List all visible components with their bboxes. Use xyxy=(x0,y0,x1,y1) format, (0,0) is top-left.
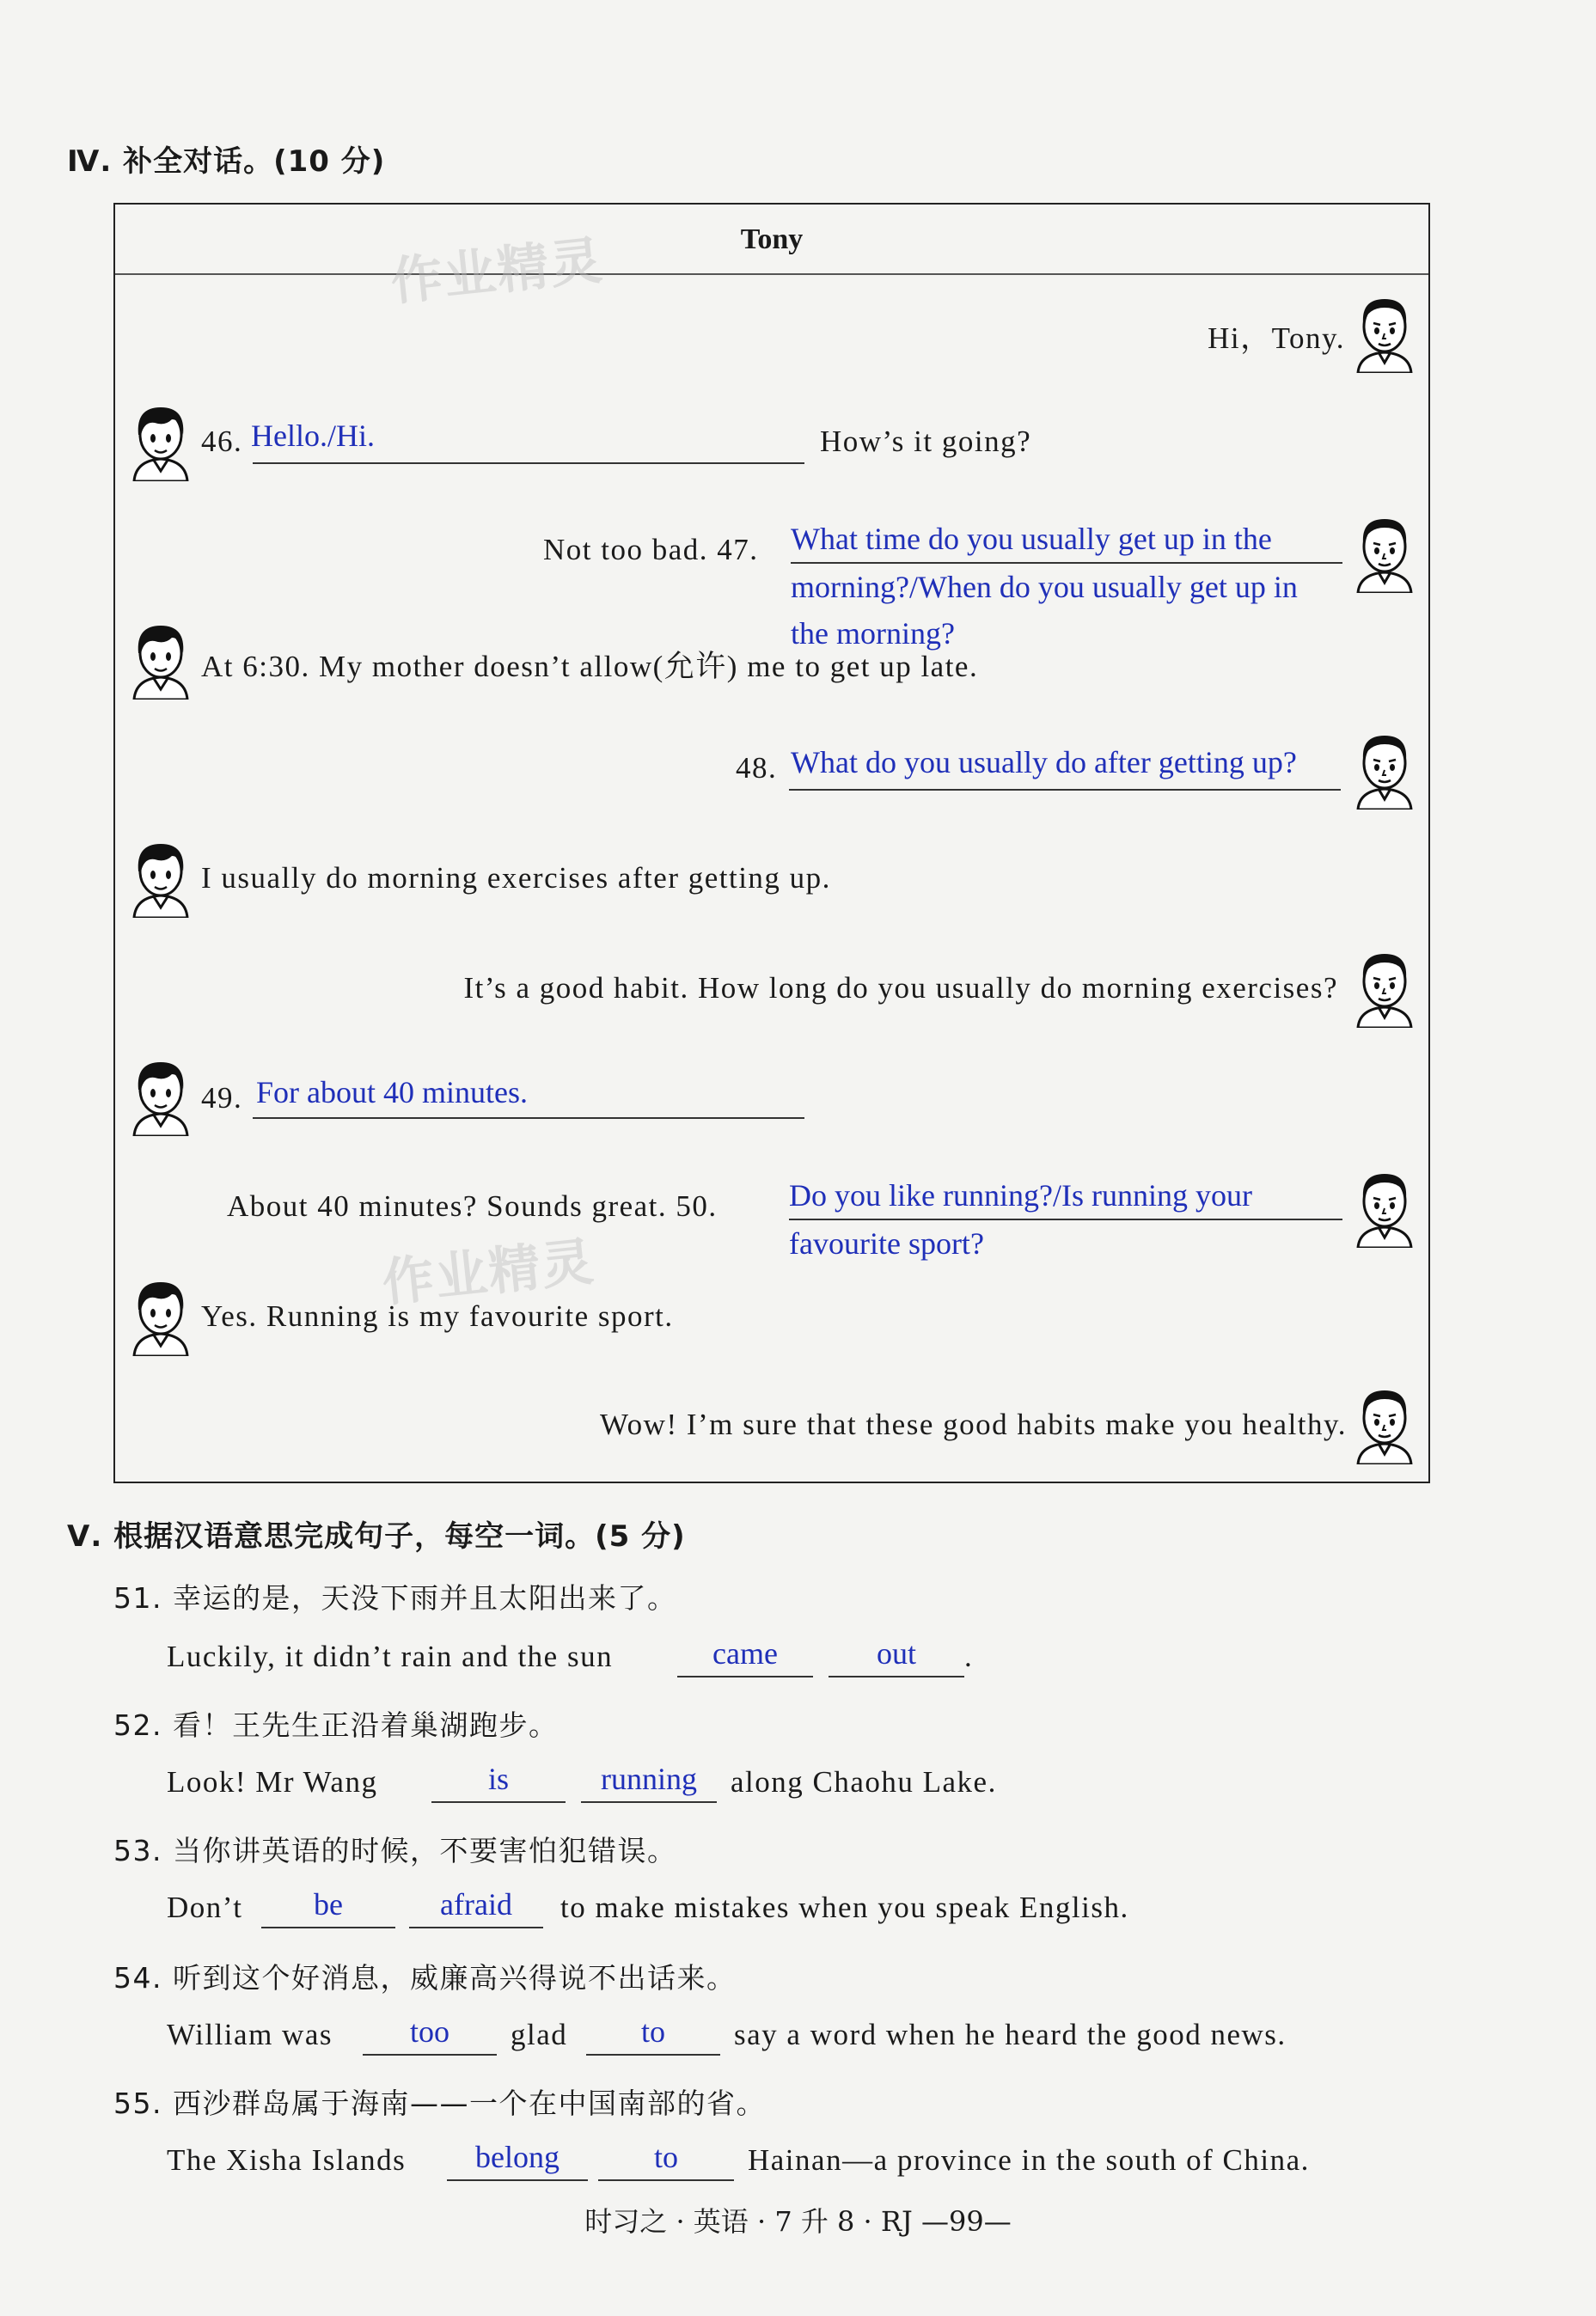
boy-avatar-icon xyxy=(129,619,193,700)
q54-mid: glad xyxy=(511,2018,568,2051)
dialogue-title: Tony xyxy=(740,223,804,255)
q48-number: 48. xyxy=(736,751,778,785)
q55-blank-2: to xyxy=(598,2140,734,2181)
q55-chinese: 55. 西沙群岛属于海南——一个在中国南部的省。 xyxy=(113,2087,766,2120)
q50-answer-block xyxy=(789,1172,1342,1267)
q54-pre: William was xyxy=(167,2018,333,2051)
q46-tail: How’s it going? xyxy=(820,425,1032,458)
q47-answer-block xyxy=(791,516,1342,657)
tony-avatar-icon xyxy=(1353,512,1416,593)
q54-blank-2: to xyxy=(586,2014,720,2056)
q50-prompt: About 40 minutes? Sounds great. 50. xyxy=(227,1189,718,1223)
boy-avatar-icon xyxy=(129,837,193,918)
tony-avatar-icon xyxy=(1353,729,1416,810)
boy-avatar-icon xyxy=(129,1275,193,1356)
q55-pre: The Xisha Islands xyxy=(167,2143,407,2177)
tony-avatar-icon xyxy=(1353,947,1416,1028)
q55-blank-1: belong xyxy=(447,2140,588,2181)
dialogue-box xyxy=(113,203,1430,1483)
page-footer: 时习之 · 英语 · 7 升 8 · RJ —99— xyxy=(584,2205,1012,2238)
q47-answer-line-1: What time do you usually get up in the xyxy=(791,516,1342,564)
q52-pre: Look! Mr Wang xyxy=(167,1765,378,1799)
q50-answer-line-1: Do you like running?/Is running your xyxy=(789,1172,1342,1220)
q52-chinese: 52. 看！王先生正沿着巢湖跑步。 xyxy=(113,1708,559,1742)
dialogue-line-tony-6: Wow! I’m sure that these good habits make you healthy. xyxy=(599,1408,1347,1441)
q48-answer: What do you usually do after getting up? xyxy=(791,745,1297,779)
section5-header: Ⅴ. 根据汉语意思完成句子，每空一词。(5 分) xyxy=(67,1519,686,1554)
q54-blank-1: too xyxy=(363,2014,497,2056)
q51-post: . xyxy=(964,1640,974,1673)
section4-header: Ⅳ. 补全对话。(10 分) xyxy=(67,144,386,179)
dialogue-line-boy-5: Yes. Running is my favourite sport. xyxy=(201,1299,674,1333)
q48-blank-line xyxy=(789,789,1341,791)
q46-blank-line xyxy=(253,462,804,464)
q54-chinese: 54. 听到这个好消息，威廉高兴得说不出话来。 xyxy=(113,1961,737,1995)
dialogue-line-boy-3: I usually do morning exercises after getting up. xyxy=(201,861,831,895)
q49-number: 49. xyxy=(201,1081,243,1115)
dialogue-line-tony-1: Hi，Tony. xyxy=(1208,321,1345,355)
q49-blank-line xyxy=(253,1117,804,1119)
dialogue-box-header xyxy=(115,205,1428,275)
q51-pre: Luckily, it didn’t rain and the sun xyxy=(167,1640,614,1673)
q50-answer-line-2: favourite sport? xyxy=(789,1226,984,1261)
watermark-2: 作业精灵 xyxy=(379,1231,598,1314)
q54-post: say a word when he heard the good news. xyxy=(734,2018,1287,2051)
q52-post: along Chaohu Lake. xyxy=(731,1765,997,1799)
tony-avatar-icon xyxy=(1353,1167,1416,1248)
watermark: 作业精灵 xyxy=(388,230,607,313)
dialogue-line-boy-2: At 6:30. My mother doesn’t allow(允许) me to get up late. xyxy=(201,650,979,683)
q53-blank-2: afraid xyxy=(409,1887,543,1928)
q53-pre: Don’t xyxy=(167,1891,243,1924)
q47-answer-line-2: morning?/When do you usually get up in xyxy=(791,570,1298,604)
boy-avatar-icon xyxy=(129,400,193,481)
q49-answer: For about 40 minutes. xyxy=(256,1075,528,1109)
q52-blank-2: running xyxy=(581,1762,717,1803)
boy-avatar-icon xyxy=(129,1055,193,1136)
q46-number: 46. xyxy=(201,425,243,458)
q55-post: Hainan—a province in the south of China. xyxy=(748,2143,1310,2177)
q51-blank-1: came xyxy=(677,1636,813,1677)
tony-avatar-icon xyxy=(1353,292,1416,373)
q47-answer-line-3: the morning? xyxy=(791,616,955,651)
q51-blank-2: out xyxy=(829,1636,964,1677)
q51-chinese: 51. 幸运的是，天没下雨并且太阳出来了。 xyxy=(113,1581,677,1615)
q47-prompt: Not too bad. 47. xyxy=(543,533,759,566)
q53-blank-1: be xyxy=(261,1887,395,1928)
dialogue-line-tony-4: It’s a good habit. How long do you usually do morning exercises? xyxy=(463,971,1338,1005)
tony-avatar-icon xyxy=(1353,1384,1416,1464)
q46-answer: Hello./Hi. xyxy=(251,419,375,453)
q52-blank-1: is xyxy=(431,1762,566,1803)
q53-post: to make mistakes when you speak English. xyxy=(560,1891,1129,1924)
q53-chinese: 53. 当你讲英语的时候，不要害怕犯错误。 xyxy=(113,1834,677,1867)
